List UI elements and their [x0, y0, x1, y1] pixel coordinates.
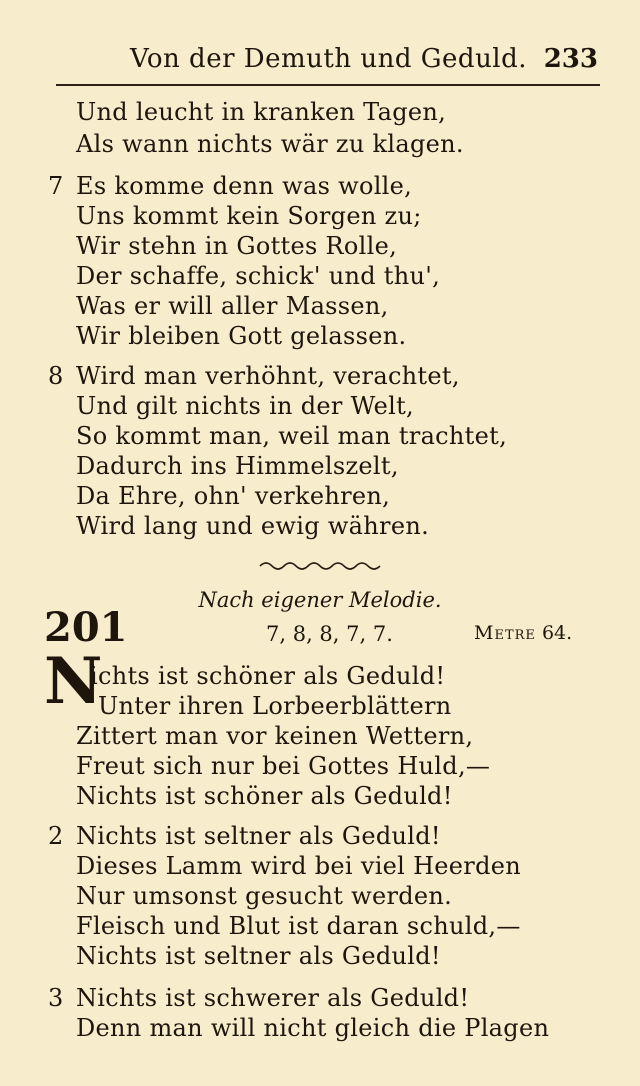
verse-line: Freut sich nur bei Gottes Huld,— — [76, 752, 491, 780]
verse-line: Es komme denn was wolle, — [76, 172, 413, 200]
verse-line: Dadurch ins Himmelszelt, — [76, 452, 399, 480]
page-number: 233 — [543, 44, 598, 74]
verse-line: Nichts ist seltner als Geduld! — [76, 822, 441, 850]
metre-label: Metre — [474, 622, 536, 644]
verse-line: Da Ehre, ohn' verkehren, — [76, 482, 391, 510]
verse-line: Der schaffe, schick' und thu', — [76, 262, 441, 290]
verse-line: Und gilt nichts in der Welt, — [76, 392, 414, 420]
wavy-ornament-divider — [258, 560, 386, 572]
verse-line: Nichts ist seltner als Geduld! — [76, 942, 441, 970]
running-head — [0, 44, 640, 78]
verse-line: Unter ihren Lorbeerblättern — [98, 692, 452, 720]
verse-line: Wird man verhöhnt, verachtet, — [76, 362, 460, 390]
verse-line: Wir stehn in Gottes Rolle, — [76, 232, 398, 260]
verse-line: Zittert man vor keinen Wettern, — [76, 722, 474, 750]
verse-line: Wird lang und ewig währen. — [76, 512, 430, 540]
verse-line: Als wann nichts wär zu klagen. — [76, 130, 464, 158]
verse-line: Was er will aller Massen, — [76, 292, 389, 320]
melody-note: Nach eigener Melodie. — [198, 588, 442, 612]
verse-line: Nichts ist schwerer als Geduld! — [76, 984, 470, 1012]
verse-number: 8 — [48, 362, 64, 390]
metre-number: 64. — [541, 622, 573, 644]
verse-line: ichts ist schöner als Geduld! — [90, 662, 446, 690]
verse-line: Dieses Lamm wird bei viel Heerden — [76, 852, 522, 880]
verse-number: 2 — [48, 822, 64, 850]
verse-line: Nur umsonst gesucht werden. — [76, 882, 453, 910]
drop-cap: N — [44, 644, 103, 719]
meter: 7, 8, 8, 7, 7. — [266, 622, 393, 646]
metre-reference — [474, 622, 572, 644]
verse-number: 3 — [48, 984, 64, 1012]
verse-number: 7 — [48, 172, 64, 200]
hymn-number: 201 — [44, 604, 128, 651]
running-title: Von der Demuth und Geduld. — [130, 44, 528, 74]
verse-line: So kommt man, weil man trachtet, — [76, 422, 508, 450]
verse-line: Denn man will nicht gleich die Plagen — [76, 1014, 550, 1042]
verse-line: Uns kommt kein Sorgen zu; — [76, 202, 422, 230]
verse-line: Nichts ist schöner als Geduld! — [76, 782, 453, 810]
verse-line: Wir bleiben Gott gelassen. — [76, 322, 407, 350]
verse-line: Und leucht in kranken Tagen, — [76, 98, 447, 126]
verse-line: Fleisch und Blut ist daran schuld,— — [76, 912, 521, 940]
header-rule — [56, 84, 600, 86]
